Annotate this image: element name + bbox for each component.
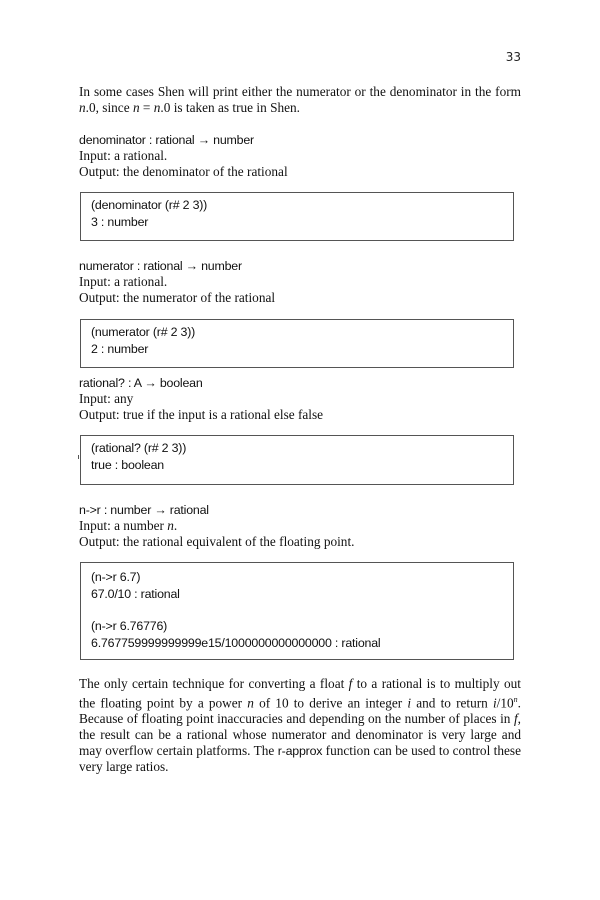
function-denominator bbox=[79, 132, 521, 180]
function-rational-p bbox=[79, 375, 521, 423]
code-example-numerator bbox=[80, 319, 514, 368]
closing-paragraph: The only certain technique for converting a float f to a rational is to multiply out the floating point by a power n of 10 to derive an integer i and to return i/10$^n$. Because of floating point inaccuracies and depending on the number of places in f, the result can be a rational whose numerator and denominator is very large and may overflow certain platforms. The r-approx function can be used to control these very large ratios. bbox=[79, 676, 521, 775]
code-example-denominator bbox=[80, 192, 514, 241]
function-input: Input: a rational. bbox=[79, 148, 168, 163]
intro-paragraph: In some cases Shen will print either the numerator or the denominator in the form n.0, since n = n.0 is taken as true in Shen. bbox=[79, 84, 521, 115]
function-input: Input: any bbox=[79, 391, 134, 406]
margin-mark bbox=[78, 455, 79, 459]
function-input: Input: a rational. bbox=[79, 274, 168, 289]
code-result: 2 : number bbox=[91, 341, 149, 356]
function-output: Output: the denominator of the rational bbox=[79, 164, 288, 179]
code-result: 6.767759999999999e15/1000000000000000 : rational bbox=[91, 635, 381, 650]
function-signature: denominator : rational → number bbox=[79, 133, 254, 147]
function-numerator bbox=[79, 258, 521, 306]
code-example-rational-p bbox=[80, 435, 514, 485]
function-input: Input: a number n. bbox=[79, 518, 178, 533]
code-line: (denominator (r# 2 3)) bbox=[91, 198, 208, 212]
function-output: Output: the rational equivalent of the floating point. bbox=[79, 534, 355, 549]
code-result: true : boolean bbox=[91, 457, 164, 472]
function-n-to-r bbox=[79, 502, 521, 550]
function-signature: numerator : rational → number bbox=[79, 259, 242, 273]
code-line: (n->r 6.76776) bbox=[91, 619, 168, 633]
code-line: (rational? (r# 2 3)) bbox=[91, 441, 187, 455]
function-signature: n->r : number → rational bbox=[79, 503, 209, 517]
function-output: Output: the numerator of the rational bbox=[79, 290, 276, 305]
r-approx-function-name: r-approx bbox=[277, 744, 323, 759]
function-output: Output: true if the input is a rational else false bbox=[79, 407, 324, 422]
code-result: 3 : number bbox=[91, 214, 149, 229]
code-line: (n->r 6.7) bbox=[91, 570, 141, 584]
code-line: (numerator (r# 2 3)) bbox=[91, 325, 196, 339]
code-result: 67.0/10 : rational bbox=[91, 586, 180, 601]
function-signature: rational? : A → boolean bbox=[79, 376, 203, 390]
code-spacer bbox=[91, 602, 503, 618]
page-number: 33 bbox=[505, 50, 521, 64]
code-example-n-to-r bbox=[80, 562, 514, 660]
